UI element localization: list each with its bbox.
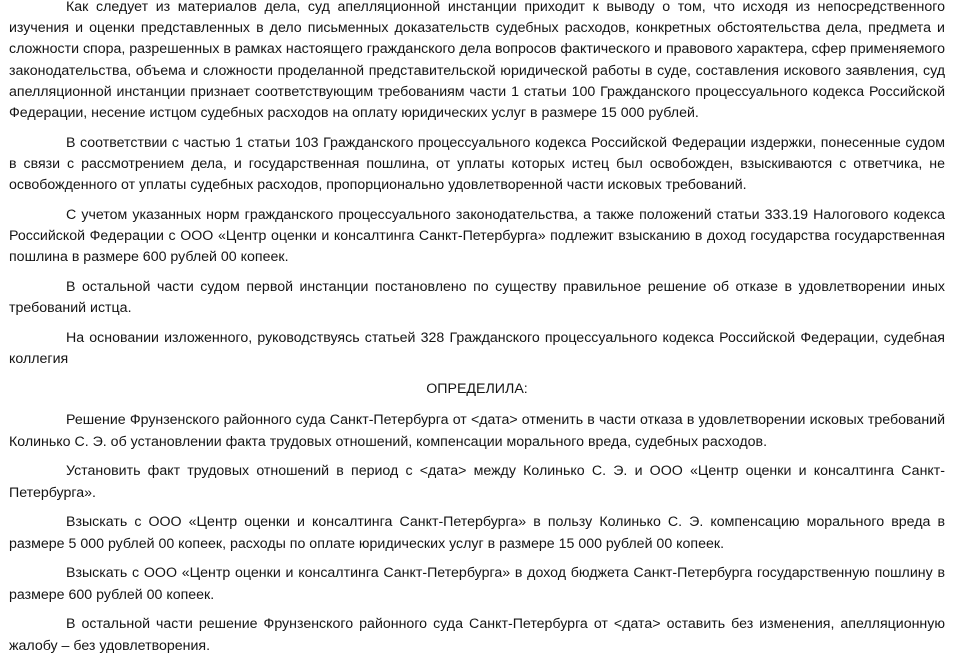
paragraph-basis: На основании изложенного, руководствуясь статьей 328 Гражданского процессуального кодекса Российской Федерации, судебная коллегия [9, 330, 945, 368]
paragraph-court-findings: Как следует из материалов дела, суд апелляционной инстанции приходит к выводу о том, что исходя из непосредственного изучения и оценки представленных в дело письменных доказательств судебных расходов, конкретных обстоятельства дела, предмета и сложности спора, разрешенных в рамках настоящего гражданского дела вопросов фактического и правового характера, сфер применяемого законодательства, объема и сложности проделанной представительской юридической работы в суде, составления искового заявления, суд апелляционной инстанции признает соответствующим требованиям части 1 статьи 100 Гражданского процессуального кодекса Российской Федерации, несение истцом судебных расходов на оплату юридических услуг в размере 15 000 рублей. [9, 0, 945, 122]
paragraph-expenses-article-103: В соответствии с частью 1 статьи 103 Гражданского процессуального кодекса Российской Федерации издержки, понесенные судом в связи с рассмотрением дела, и государственная пошлина, от уплаты которых истец был освобожден, взыскиваются с ответчика, не освобожденного от уплаты судебных расходов, пропорционально удовлетворенной части исковых требований. [9, 134, 945, 194]
court-ruling-document [9, 0, 945, 665]
paragraph-recover-duty: Взыскать с ООО «Центр оценки и консалтинга Санкт-Петербурга» в доход бюджета Санкт-Петербурга государственную пошлину в размере 600 рублей 00 копеек. [9, 565, 945, 603]
paragraph-remaining-part: В остальной части судом первой инстанции постановлено по существу правильное решение об отказе в удовлетворении иных требований истца. [9, 279, 945, 317]
paragraph-recover-compensation: Взыскать с ООО «Центр оценки и консалтинга Санкт-Петербурга» в пользу Колинько С. Э. компенсацию морального вреда в размере 5 000 рублей 00 копеек, расходы по оплате юридических услуг в размере 15 000 рублей 00 копеек. [9, 514, 945, 552]
paragraph-cancel-decision: Решение Фрунзенского районного суда Санкт-Петербурга от <дата> отменить в части отказа в удовлетворении исковых требований Колинько С. Э. об установлении факта трудовых отношений, компенсации морального вреда, судебных расходов. [9, 412, 945, 450]
paragraph-establish-employment: Установить факт трудовых отношений в период с <дата> между Колинько С. Э. и ООО «Центр оценки и консалтинга Санкт-Петербурга». [9, 463, 945, 501]
paragraph-state-duty: С учетом указанных норм гражданского процессуального законодательства, а также положений статьи 333.19 Налогового кодекса Российской Федерации с ООО «Центр оценки и консалтинга Санкт-Петербурга» подлежит взысканию в доход государства государственная пошлина в размере 600 рублей 00 копеек. [9, 207, 945, 266]
paragraph-leave-unchanged: В остальной части решение Фрунзенского районного суда Санкт-Петербурга от <дата> оставить без изменения, апелляционную жалобу – без удовлетворения. [9, 616, 945, 654]
ruling-heading: ОПРЕДЕЛИЛА: [426, 381, 528, 398]
